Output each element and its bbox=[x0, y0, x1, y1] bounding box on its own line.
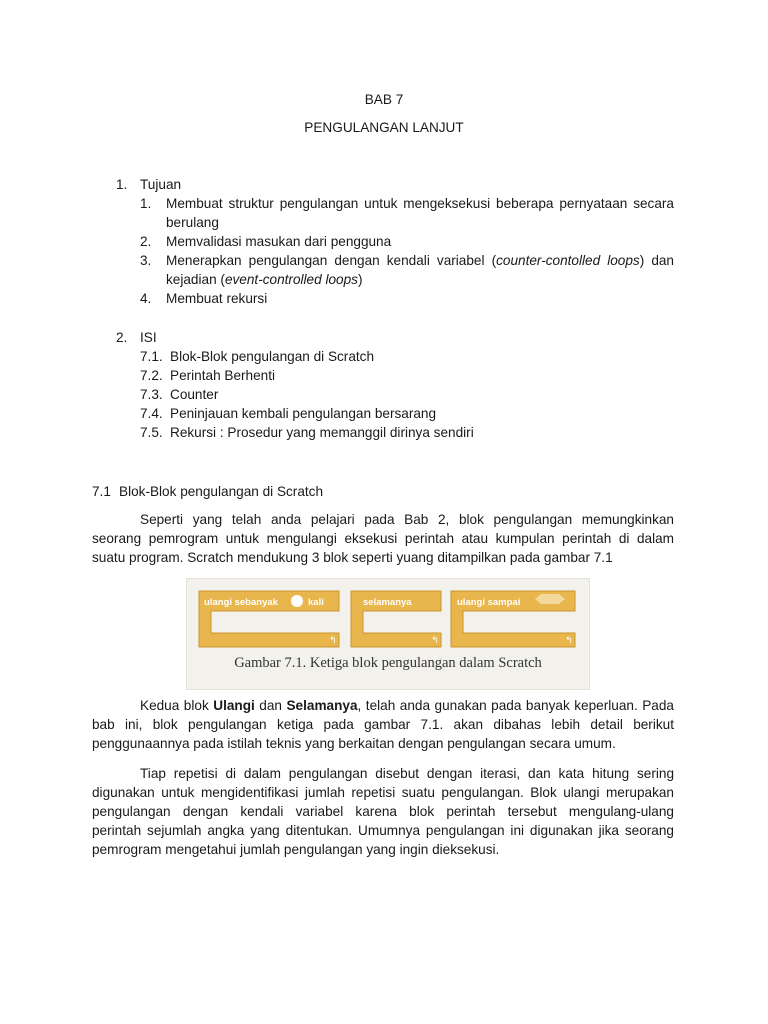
repeat-until-block bbox=[451, 591, 575, 647]
section-title: ISI bbox=[140, 330, 157, 345]
contents-item: Counter bbox=[170, 387, 219, 402]
goal-text: Menerapkan pengulangan dengan kendali variabel (counter-contolled loops) dan bbox=[166, 253, 674, 268]
paragraph-line: Seperti yang telah anda pelajari pada Bab 2, blok pengulangan memungkinkan bbox=[140, 512, 674, 527]
loop-arrow-icon: ↰ bbox=[431, 636, 439, 646]
contents-number: 7.1. bbox=[140, 349, 163, 364]
forever-block bbox=[351, 591, 441, 647]
paragraph-line: bab ini, blok pengulangan ketiga pada gambar 7.1. akan dibahas lebih detail berikut bbox=[92, 717, 674, 732]
block-label: selamanya bbox=[363, 597, 412, 608]
loop-arrow-icon: ↰ bbox=[565, 636, 573, 646]
paragraph-line: Kedua blok Ulangi dan Selamanya, telah anda gunakan pada banyak keperluan. Pada bbox=[140, 698, 674, 713]
contents-number: 7.3. bbox=[140, 387, 163, 402]
paragraph-line: pemrogram mengetahui jumlah pengulangan yang ingin dieksekusi. bbox=[92, 842, 500, 857]
loop-arrow-icon: ↰ bbox=[329, 636, 337, 646]
paragraph-line: digunakan untuk mengidentifikasi jumlah repetisi suatu pengulangan. Blok ulangi merupakan bbox=[92, 785, 674, 800]
contents-number: 7.4. bbox=[140, 406, 163, 421]
contents-number: 7.5. bbox=[140, 425, 163, 440]
scratch-blocks-illustration bbox=[187, 579, 589, 689]
paragraph-line: perintah sejumlah angka yang ditentukan. Umumnya pengulangan ini digunakan jika seorang bbox=[92, 823, 674, 838]
contents-item: Perintah Berhenti bbox=[170, 368, 276, 383]
contents-item: Rekursi : Prosedur yang memanggil dirinya sendiri bbox=[170, 425, 474, 440]
goal-text: Memvalidasi masukan dari pengguna bbox=[166, 234, 392, 249]
contents-item: Peninjauan kembali pengulangan bersarang bbox=[170, 406, 437, 421]
section-title: Tujuan bbox=[140, 177, 182, 192]
figure-scratch-blocks bbox=[186, 578, 590, 690]
figure-caption: Gambar 7.1. Ketiga blok pengulangan dalam Scratch bbox=[234, 655, 542, 671]
block-label: kali bbox=[308, 597, 324, 608]
goal-text: Membuat rekursi bbox=[166, 291, 268, 306]
paragraph-line: suatu program. Scratch mendukung 3 blok seperti yuang ditampilkan pada gambar 7.1 bbox=[92, 550, 613, 565]
goal-text-cont: berulang bbox=[166, 215, 219, 230]
block-label: ulangi sampai bbox=[457, 597, 521, 608]
paragraph-line: Tiap repetisi di dalam pengulangan disebut dengan iterasi, dan kata hitung sering bbox=[140, 766, 674, 781]
chapter-label: BAB 7 bbox=[364, 92, 404, 107]
paragraph-line: pengulangan dengan kendali variabel karena blok perintah tersebut mengulang-ulang bbox=[92, 804, 674, 819]
contents-number: 7.2. bbox=[140, 368, 163, 383]
subsection-title: Blok-Blok pengulangan di Scratch bbox=[119, 484, 324, 499]
goal-text-cont: kejadian (event-controlled loops) bbox=[166, 272, 363, 287]
contents-item: Blok-Blok pengulangan di Scratch bbox=[170, 349, 375, 364]
paragraph-line: seorang pemrogram untuk mengulangi eksekusi perintah atau kumpulan perintah di dalam bbox=[92, 531, 674, 546]
goal-number: 2. bbox=[140, 234, 152, 249]
chapter-title: PENGULANGAN LANJUT bbox=[304, 120, 464, 135]
paragraph-line: penggunaannya pada istilah teknis yang berkaitan dengan pengulangan secara umum. bbox=[92, 736, 616, 751]
goal-number: 4. bbox=[140, 291, 152, 306]
block-label: ulangi sebanyak bbox=[204, 597, 278, 608]
goal-text: Membuat struktur pengulangan untuk mengeksekusi beberapa pernyataan secara bbox=[166, 196, 674, 211]
section-number: 1. bbox=[116, 177, 128, 192]
section-number: 2. bbox=[116, 330, 128, 345]
subsection-number: 7.1 bbox=[92, 484, 111, 499]
goal-number: 1. bbox=[140, 196, 152, 211]
repeat-block bbox=[199, 591, 339, 647]
goal-number: 3. bbox=[140, 253, 152, 268]
